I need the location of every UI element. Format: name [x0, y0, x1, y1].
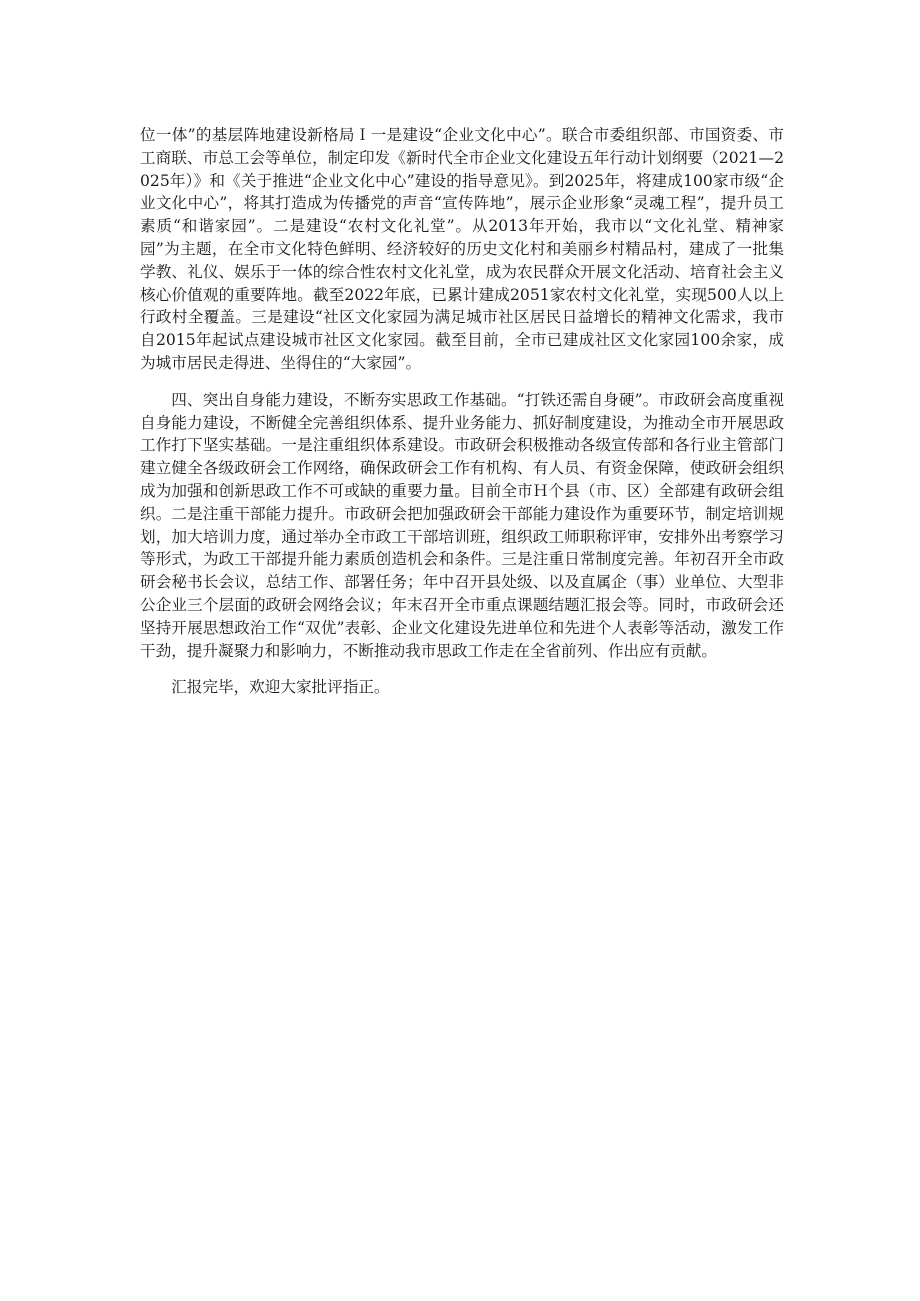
document-body	[140, 124, 784, 699]
paragraph-capacity-building: 四、突出自身能力建设，不断夯实思政工作基础。“打铁还需自身硬”。市政研会高度重视自身能力建设，不断健全完善组织体系、提升业务能力、抓好制度建设，为推动全市开展思政工作打下坚实基础。一是注重组织体系建设。市政研会积极推动各级宣传部和各行业主管部门建立健全各级政研会工作网络，确保政研会工作有机构、有人员、有资金保障，使政研会组织成为加强和创新思政工作不可或缺的重要力量。目前全市Ｈ个县（市、区）全部建有政研会组织。二是注重干部能力提升。市政研会把加强政研会干部能力建设作为重要环节，制定培训规划，加大培训力度，通过举办全市政工干部培训班，组织政工师职称评审，安排外出考察学习等形式，为政工干部提升能力素质创造机会和条件。三是注重日常制度完善。年初召开全市政研会秘书长会议，总结工作、部署任务；年中召开县处级、以及直属企（事）业单位、大型非公企业三个层面的政研会网络会议；年末召开全市重点课题结题汇报会等。同时，市政研会还坚持开展思想政治工作“双优”表彰、企业文化建设先进单位和先进个人表彰等活动，激发工作干劲，提升凝聚力和影响力，不断推动我市思政工作走在全省前列、作出应有贡献。	[140, 390, 784, 660]
paragraph-culture-centers: 位一体”的基层阵地建设新格局Ｉ一是建设“企业文化中心”。联合市委组织部、市国资委、市工商联、市总工会等单位，制定印发《新时代全市企业文化建设五年行动计划纲要（2021—2025年）》和《关于推进“企业文化中心”建设的指导意见》。到2025年，将建成100家市级“企业文化中心”，将其打造成为传播党的声音“宣传阵地”，展示企业形象“灵魂工程”，提升员工素质“和谐家园”。二是建设“农村文化礼堂”。从2013年开始，我市以“文化礼堂、精神家园”为主题，在全市文化特色鲜明、经济较好的历史文化村和美丽乡村精品村，建成了一批集学教、礼仪、娱乐于一体的综合性农村文化礼堂，成为农民群众开展文化活动、培育社会主义核心价值观的重要阵地。截至2022年底，已累计建成2051家农村文化礼堂，实现500人以上行政村全覆盖。三是建设“社区文化家园为满足城市社区居民日益增长的精神文化需求，我市自2015年起试点建设城市社区文化家园。截至目前，全市已建成社区文化家园100余家，成为城市居民走得进、坐得住的“大家园”。	[140, 126, 784, 372]
paragraph-gap	[140, 375, 784, 389]
paragraph-closing: 汇报完毕，欢迎大家批评指正。	[171, 678, 390, 697]
paragraph-gap	[140, 662, 784, 676]
